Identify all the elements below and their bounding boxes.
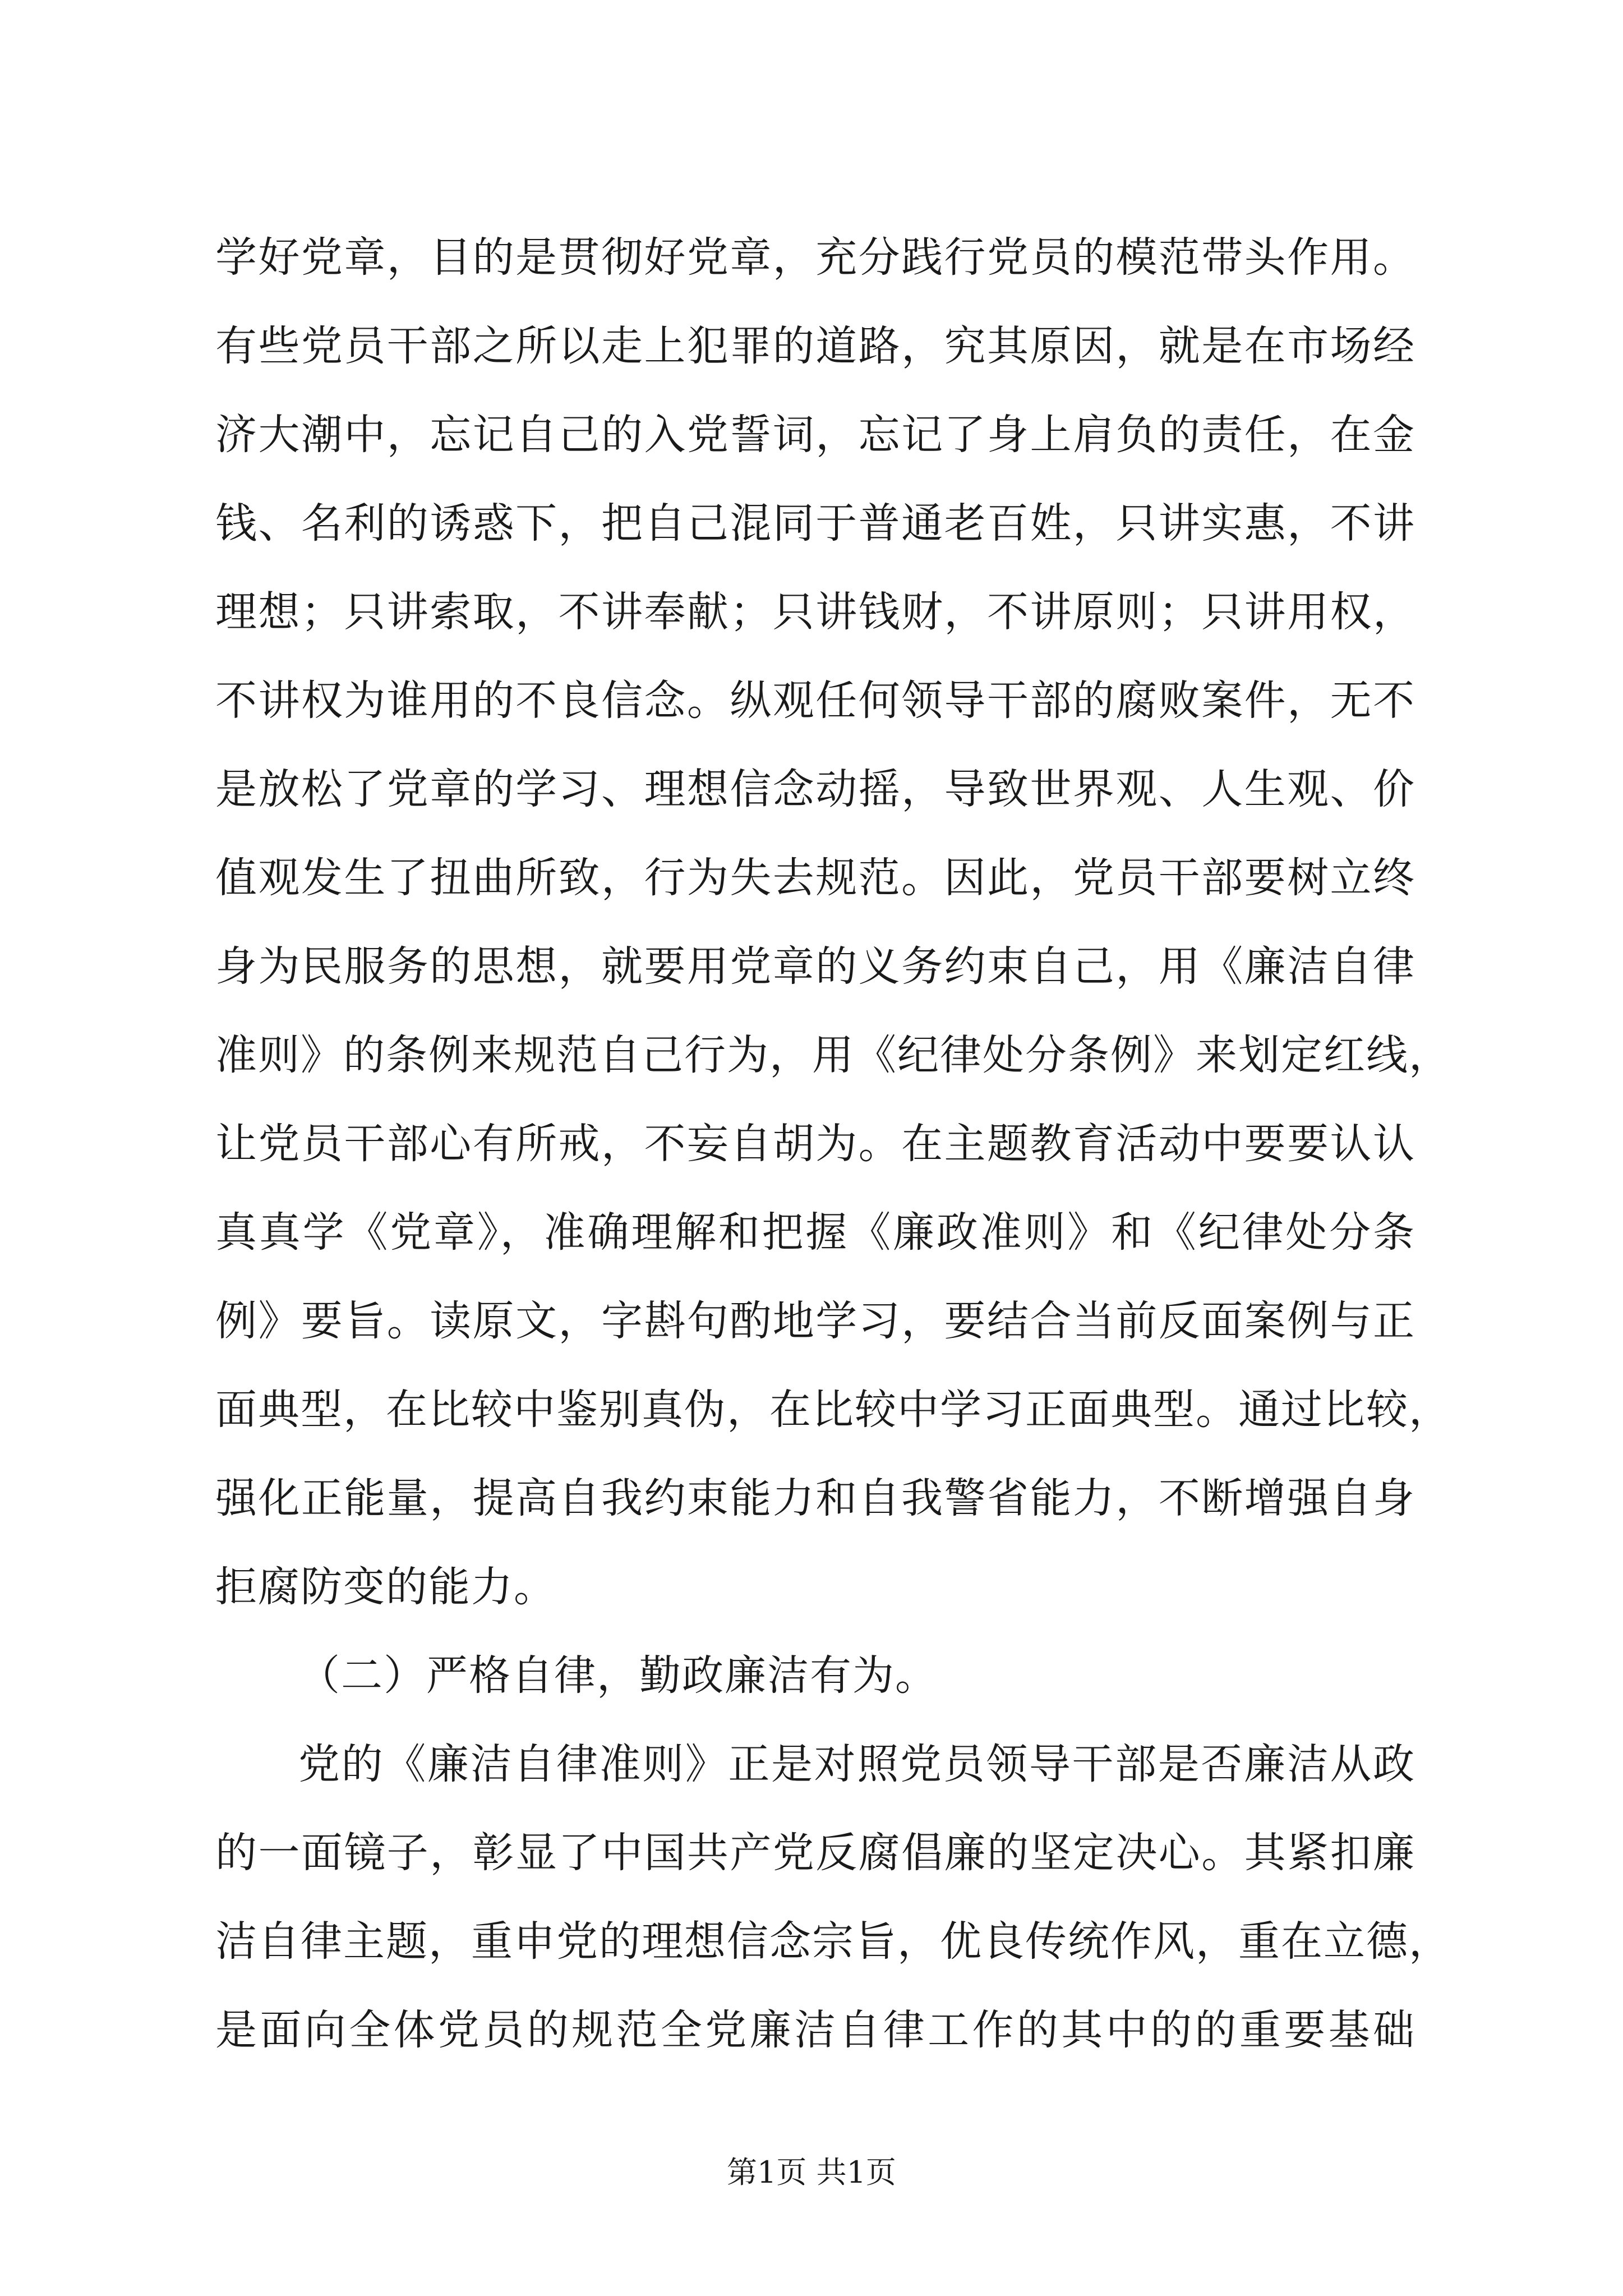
text-line: 让党员干部心有所戒，不妄自胡为。在主题教育活动中要要认认 — [215, 1120, 1415, 1168]
text-line: 理想；只讲索取，不讲奉献；只讲钱财，不讲原则；只讲用权， — [215, 588, 1415, 636]
paragraph-2 — [215, 1720, 1451, 2074]
text-line: 强化正能量，提高自我约束能力和自我警省能力，不断增强自身 — [215, 1474, 1415, 1522]
text-line: 准则》的条例来规范自己行为，用《纪律处分条例》来划定红线， — [215, 1031, 1451, 1079]
text-line: 例》要旨。读原文，字斟句酌地学习，要结合当前反面案例与正 — [215, 1297, 1415, 1345]
page-number: 第1页 共1页 — [727, 2155, 896, 2190]
paragraph-1 — [215, 213, 1451, 1631]
text-line: 值观发生了扭曲所致，行为失去规范。因此，党员干部要树立终 — [215, 854, 1415, 902]
text-line: 洁自律主题，重申党的理想信念宗旨，优良传统作风，重在立德， — [215, 1917, 1451, 1966]
text-line: 的一面镜子，彰显了中国共产党反腐倡廉的坚定决心。其紧扣廉 — [215, 1829, 1415, 1877]
text-line: 是放松了党章的学习、理想信念动摇，导致世界观、人生观、价 — [215, 765, 1415, 813]
document-body — [215, 213, 1451, 2074]
text-line: 不讲权为谁用的不良信念。纵观任何领导干部的腐败案件，无不 — [215, 677, 1415, 725]
section-heading: （二）严格自律，勤政廉洁有为。 — [298, 1651, 938, 1700]
text-line: 党的《廉洁自律准则》正是对照党员领导干部是否廉洁从政 — [298, 1740, 1415, 1788]
text-line: 真真学《党章》，准确理解和把握《廉政准则》和《纪律处分条 — [215, 1208, 1415, 1257]
page-footer — [0, 2148, 1623, 2192]
text-line: 济大潮中，忘记自己的入党誓词，忘记了身上肩负的责任，在金 — [215, 411, 1415, 459]
text-line: 拒腐防变的能力。 — [215, 1563, 556, 1611]
text-line: 有些党员干部之所以走上犯罪的道路，究其原因，就是在市场经 — [215, 322, 1415, 370]
text-line: 面典型，在比较中鉴别真伪，在比较中学习正面典型。通过比较， — [215, 1386, 1451, 1434]
text-line: 身为民服务的思想，就要用党章的义务约束自己，用《廉洁自律 — [215, 942, 1415, 991]
text-line: 是面向全体党员的规范全党廉洁自律工作的其中的的重要基础 — [215, 2006, 1415, 2054]
text-line: 钱、名利的诱惑下，把自己混同于普通老百姓，只讲实惠，不讲 — [215, 499, 1415, 547]
text-line: 学好党章，目的是贯彻好党章，充分践行党员的模范带头作用。 — [215, 233, 1415, 282]
